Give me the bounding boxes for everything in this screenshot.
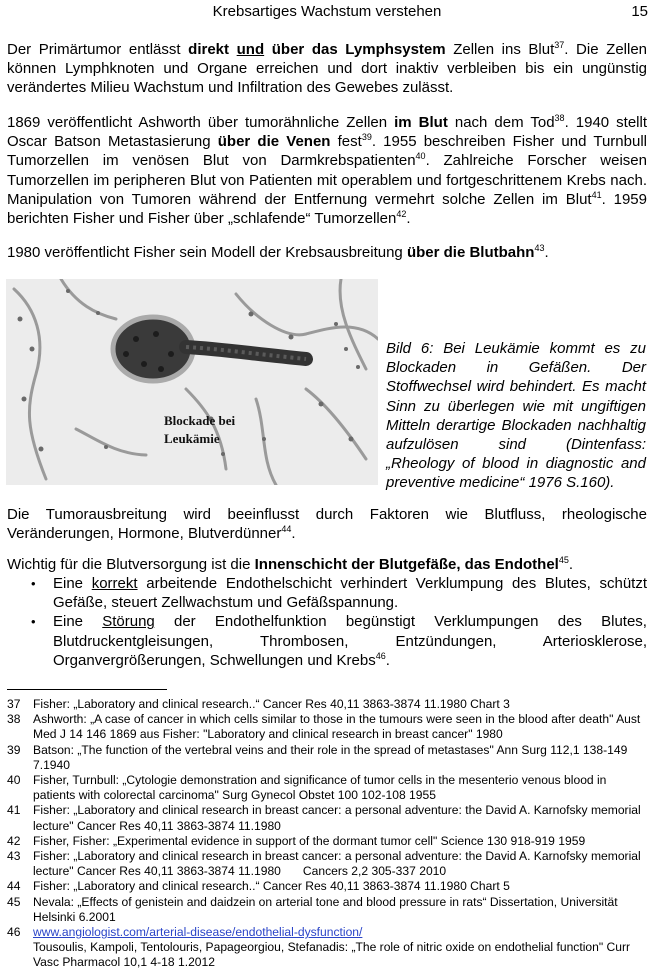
footnote: 44 Fisher: „Laboratory and clinical research..“ Cancer Res 40,11 3863-3874 11.1980 Chart 5 <box>7 879 510 894</box>
footnote-ref: 41 <box>591 189 602 200</box>
footnote-ref: 37 <box>554 40 565 50</box>
footnote-ref: 39 <box>361 132 372 143</box>
footnote-ref: 43 <box>534 243 545 253</box>
footnote-link[interactable]: www.angiologist.com/arterial-disease/endothelial-dysfunction/ <box>33 925 363 940</box>
figure-label-line2: Leukämie <box>164 431 220 446</box>
bullet-icon: • <box>31 576 36 591</box>
paragraph-endothelium: Wichtig für die Blutversorgung ist die Innenschicht der Blutgefäße, das Endothel$^{45}$. <box>7 555 574 573</box>
running-title: Krebsartiges Wachstum verstehen <box>212 3 442 20</box>
footnote: 46 www.angiologist.com/arterial-disease/endothelial-dysfunction/ Tousoulis, Kampoli, Tentolouris, Papageorgiou, Stefanadis: „The role of nitric oxide on endothelial function" Curr Vasc Pharmacol 10,1 4-18 1.2012 <box>7 925 631 970</box>
footnote-ref: 38 <box>554 113 565 123</box>
footnote: 40 Fisher, Turnbull: „Cytologie demonstration and significance of tumor cells in the mesenterio venous blood in patients with colorectal carcinoma" Surg Gynecol Obstet 100 102-108 1955 <box>7 773 607 803</box>
list-item: • Eine korrekt arbeitende Endothelschicht verhindert Verklumpung des Blutes, schützt Gefäße, steuert Zellwachstum und Gefäßspannung. <box>31 575 647 612</box>
figure-label-line1: Blockade bei <box>164 413 236 428</box>
footnote: 38 Ashworth: „A case of cancer in which cells similar to those in the tumours were seen in the blood after death" Aust Med J 14 146 1869 aus Fisher: "Laboratory and clinical research in breast cancer" 1980 <box>7 712 641 742</box>
bullet-list <box>7 574 647 670</box>
paragraph-history: 1869 veröffentlicht Ashworth über tumorähnliche Zellen im Blut nach dem Tod$^{38}$. 1940 stellt Oscar Batson Metastasierung über die Venen fest$^{39}$. 1955 beschreiben Fisher und Turnbull Tumorzellen im venösen Blut von Darmkrebspatienten$^{40}$. Zahlreiche Forscher weisen Tumorzellen im peripheren Blut von Patienten mit operablem und fortgeschrittenem Krebs nach. Manipulation von Tumoren während der Entfernung vermehrt solche Zellen im Blut$^{41}$. 1959 berichten Fisher und Fisher über „schlafende“ Tumorzellen$^{42}$. <box>7 113 648 228</box>
page-header <box>0 3 654 23</box>
page-number: 15 <box>631 3 648 20</box>
footnote: 42 Fisher, Fisher: „Experimental evidence in support of the dormant tumor cell" Science 130 918-919 1959 <box>7 833 586 848</box>
footnote: 45 Nevala: „Effects of genistein and daidzein on arterial tone and blood pressure in rats“ Dissertation, Universität Helsinki 6.2001 <box>7 894 618 924</box>
list-item: • Eine Störung der Endothelfunktion begünstigt Verklumpungen des Blutes, Blutdruckentgleisungen, Thrombosen, Entzündungen, Arteriosklerose, Organvergrößerungen, Schwellungen und Krebs$^{46}$. <box>31 613 647 669</box>
footnotes <box>7 697 647 971</box>
footnote: 39 Batson: „The function of the vertebral veins and their role in the spread of metastases" Ann Surg 112,1 138-149 7.1940 <box>7 742 628 772</box>
footnote: 43 Fisher: „Laboratory and clinical research in breast cancer: a personal adventure: the David A. Karnofsky memorial lecture" Cancer Res 40,11 3863-3874 11.1980 Cancers 2,2 305-337 2010 <box>7 849 641 879</box>
footnote-ref: 42 <box>396 209 407 220</box>
paragraph-spread-factors: Die Tumorausbreitung wird beeinflusst durch Faktoren wie Blutfluss, rheologische Veränderungen, Hormone, Blutverdünner$^{44}$. <box>7 506 647 543</box>
bullet-icon: • <box>31 614 36 630</box>
footnote-ref: 44 <box>281 524 292 535</box>
paragraph-fisher-model: 1980 veröffentlicht Fisher sein Modell der Krebsausbreitung über die Blutbahn$^{43}$. <box>7 243 549 261</box>
footnote-ref: 40 <box>415 151 426 162</box>
footnote-ref: 45 <box>558 555 569 565</box>
figure-leukemia-blockade <box>6 279 378 485</box>
footnote: 41 Fisher: „Laboratory and clinical research in breast cancer: a personal adventure: the David A. Karnofsky memorial lecture" Cancer Res 40,11 3863-3874 11.1980 <box>7 803 641 833</box>
micrograph-image <box>6 279 378 485</box>
footnote: 37 Fisher: „Laboratory and clinical research..“ Cancer Res 40,11 3863-3874 11.1980 Chart 3 <box>7 697 510 711</box>
paragraph-primary-tumor: Der Primärtumor entlässt direkt und über das Lymphsystem Zellen ins Blut$^{37}$. Die Zellen können Lymphknoten und Organe erreichen und dort inaktiv verbleiben bis ein ungünstig verändertes Milieu Wachstum und Infiltration des Gewebes zulässt. <box>7 40 648 97</box>
figure-caption: Bild 6: Bei Leukämie kommt es zu Blockaden in Gefäßen. Der Stoffwechsel wird behindert. Es macht Sinn zu überlegen wie mit ungiftigen Mitteln derartige Blockaden nachhaltig aufzulösen sind (Dintenfass: „Rheology of blood in diagnostic and preventive medicine“ 1976 S.160). <box>386 340 646 492</box>
footnote-ref: 46 <box>375 650 386 661</box>
footnote-separator <box>7 689 167 690</box>
